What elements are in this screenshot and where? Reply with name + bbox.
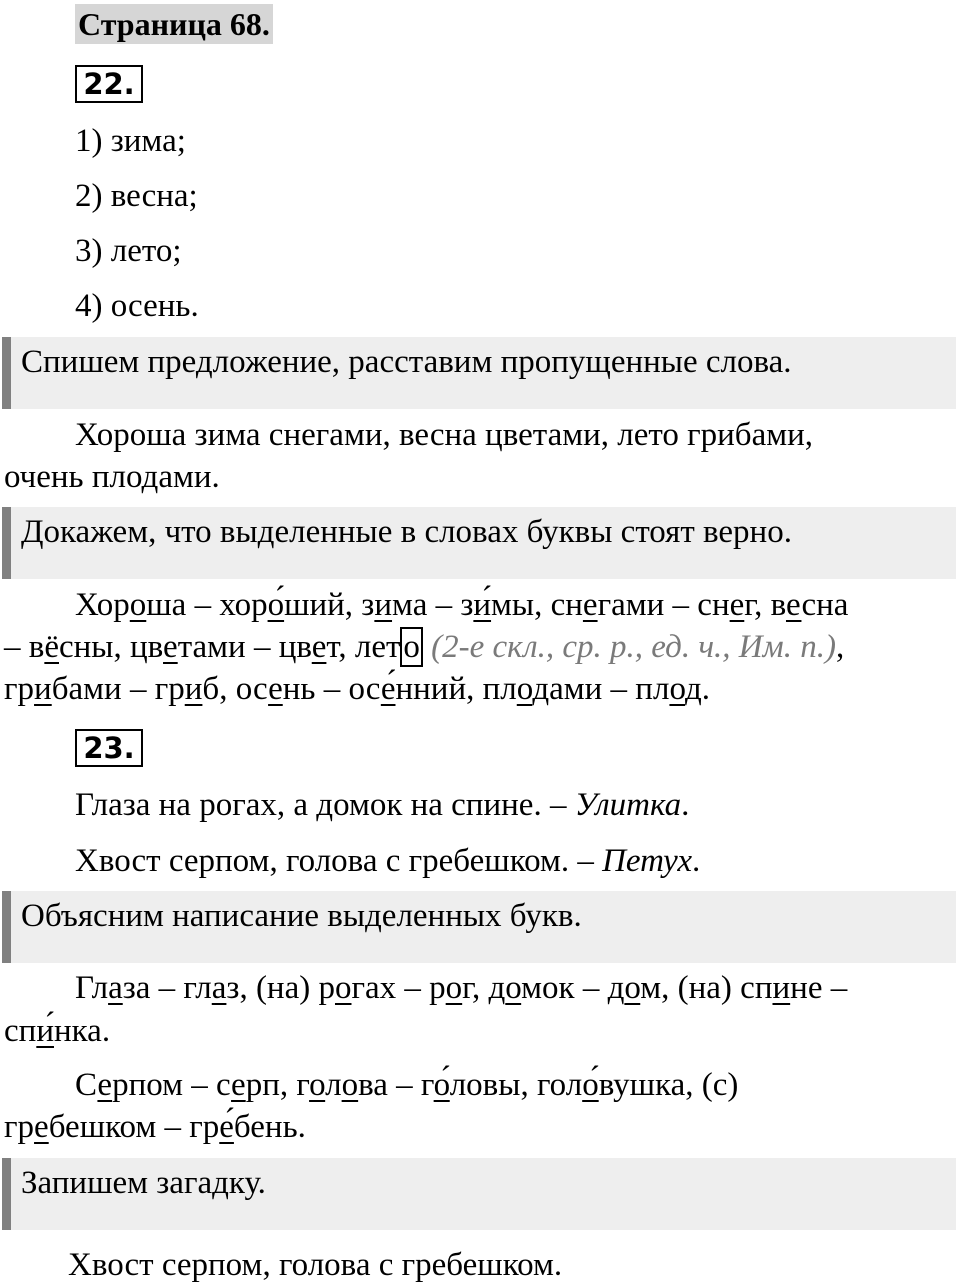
list-item: 2) весна; (75, 178, 198, 214)
riddle-line: Хвост серпом, голова с гребешком. – Петух. (75, 843, 701, 879)
riddle-answer: Улитка (574, 787, 682, 823)
instruction-text: Спишем предложение, расставим пропущенные слова. (21, 344, 792, 380)
proof-line: – вёсны, цветами – цвет, лето (2-е скл., ср. р., ед. ч., Им. п.), (4, 629, 845, 665)
task-number-23: 23. (75, 729, 143, 767)
instruction-box (2, 507, 956, 579)
explanation-line: Серпом – серп, голова – го́ловы, голо́вушка, (с) (75, 1067, 739, 1103)
proof-line: Хороша – хоро́ший, зима – зи́мы, снегами – снег, весна (75, 587, 849, 623)
task-number-22: 22. (75, 65, 143, 103)
instruction-text: Объясним написание выделенных букв. (21, 898, 582, 934)
ending-box: о (400, 627, 423, 667)
page-title: Страница 68. (75, 4, 273, 44)
instruction-text: Запишем загадку. (21, 1165, 266, 1201)
proof-line: грибами – гриб, осень – осе́нний, плодами – плод. (4, 671, 711, 707)
list-item: 1) зима; (75, 123, 186, 159)
explanation-line: спи́нка. (4, 1013, 111, 1049)
answer-text: Хороша зима снегами, весна цветами, лето грибами, (75, 417, 814, 453)
list-item: 4) осень. (75, 288, 199, 324)
grammar-note: (2-е скл., ср. р., ед. ч., Им. п.) (431, 629, 836, 665)
answer-text: очень плодами. (4, 459, 220, 495)
riddle-answer: Петух (602, 843, 693, 879)
list-item: 3) лето; (75, 233, 182, 269)
instruction-box (2, 337, 956, 409)
instruction-box (2, 1158, 956, 1230)
explanation-line: Глаза – глаз, (на) рогах – рог, домок – дом, (на) спине – (75, 970, 848, 1006)
final-riddle: Хвост серпом, голова с гребешком. (68, 1247, 563, 1283)
instruction-text: Докажем, что выделенные в словах буквы стоят верно. (21, 514, 792, 550)
explanation-line: гребешком – гре́бень. (4, 1109, 306, 1145)
instruction-box (2, 891, 956, 963)
riddle-line: Глаза на рогах, а домок на спине. – Улитка. (75, 787, 690, 823)
